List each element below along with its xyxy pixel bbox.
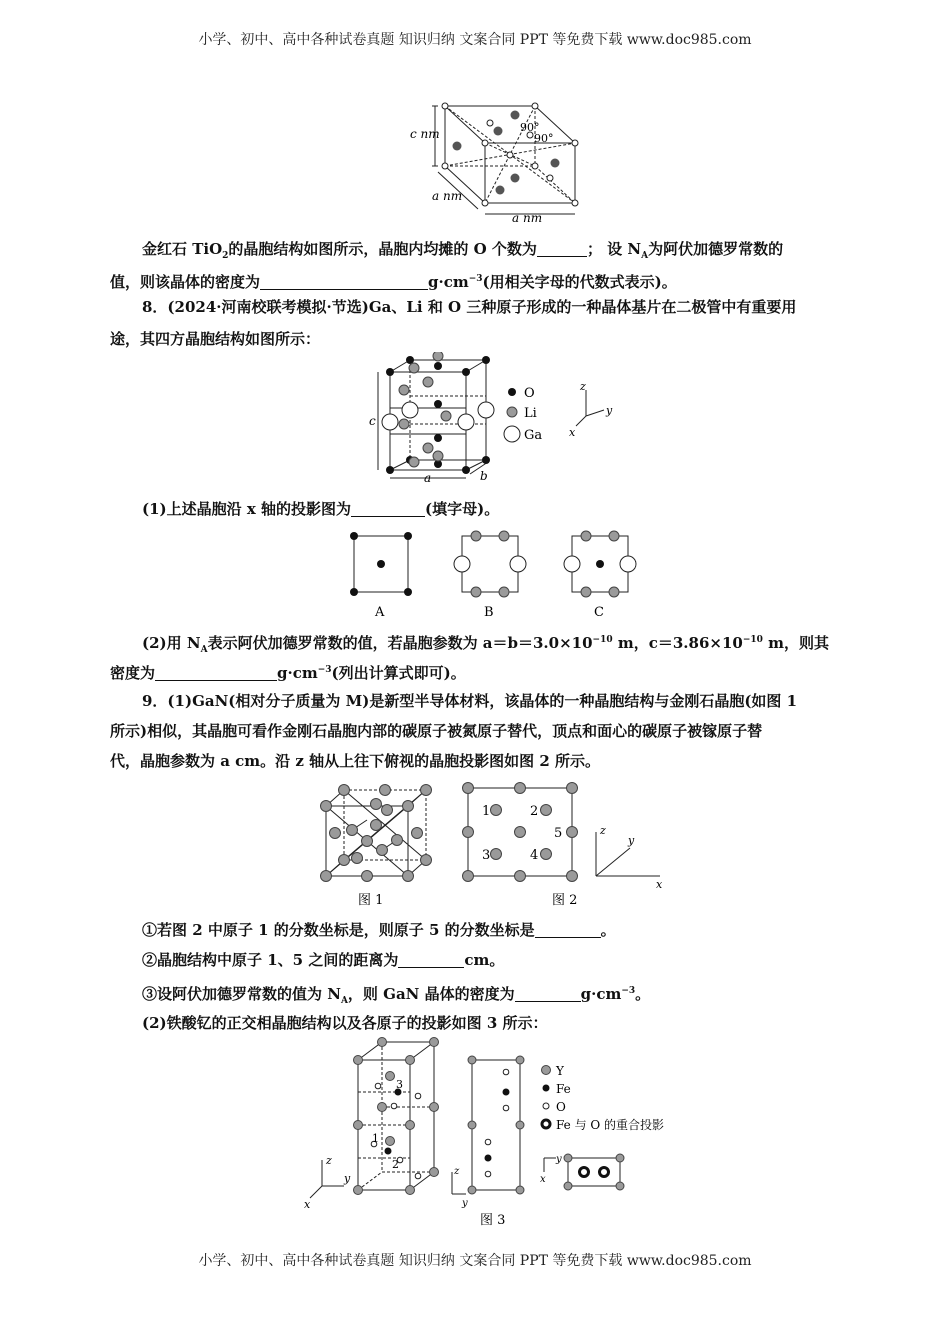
option-b-projection[interactable] xyxy=(454,531,526,597)
q8-axis-y: y xyxy=(606,404,613,417)
q8-stem-line2: 途，其四方晶胞结构如图所示： xyxy=(110,330,321,348)
fig2-axis-y: y xyxy=(628,834,635,847)
fig2-projection xyxy=(463,783,578,882)
fig3-top-axis-y: y xyxy=(556,1154,562,1165)
q9-stem-line2: 所示)相似，其晶胞可看作金刚石晶胞内部的碳原子被氮原子替代，顶点和面心的碳原子被镓原子替 xyxy=(110,722,763,740)
q8-sub2-line2: 密度为 $g\cdot cm^{-3}$(列出计算式即可)。 xyxy=(110,664,466,682)
fig2-atom-4-label: 4 xyxy=(530,848,539,863)
option-a-label: A xyxy=(375,605,385,620)
q8-blank-projection[interactable] xyxy=(351,500,425,517)
q9-sub-1: ①若图 2 中原子 1 的分数坐标是，则原子 5 的分数坐标是 。 xyxy=(142,921,616,939)
fig2-atom-2-label: 2 xyxy=(530,804,539,819)
q8-legend-o: O xyxy=(524,386,535,401)
option-a-projection[interactable] xyxy=(350,532,412,596)
q9-part2-stem: (2)铁酸钇的正交相晶胞结构以及各原子的投影如图 3 所示： xyxy=(142,1014,548,1032)
q9-sub-2: ②晶胞结构中原子 1、5 之间的距离为 cm。 xyxy=(142,951,505,969)
fig3-legend-y: Y xyxy=(556,1064,564,1078)
fig3-side-projection xyxy=(468,1056,524,1194)
q9-sub-3: ③设阿伏加德罗常数的值为 $N_A$，则 GaN 晶体的密度为 $g\cdot cm^{-3}$。 xyxy=(142,985,651,1006)
q7-blank-o-count[interactable] xyxy=(537,240,587,257)
fig2-caption: 图 2 xyxy=(552,893,578,908)
q7-blank-density[interactable] xyxy=(260,273,428,290)
q7-paragraph-line2: 值，则该晶体的密度为 $g\cdot cm^{-3}$(用相关字母的代数式表示)。 xyxy=(110,273,677,291)
q8-legend-li: Li xyxy=(524,406,537,421)
q8-blank-density[interactable] xyxy=(155,664,277,681)
q8-axis-z: z xyxy=(580,380,586,393)
fig3-legend-overlap: Fe 与 O 的重合投影 xyxy=(556,1118,665,1132)
option-b-label: B xyxy=(484,605,494,620)
angle-label-2: 90° xyxy=(534,132,554,145)
q8-legend-ga: Ga xyxy=(524,428,543,443)
q8-tetragonal-cell-figure xyxy=(366,352,626,484)
c-nm-label: c nm xyxy=(410,127,440,141)
q9-blank-coordinates[interactable] xyxy=(535,921,601,938)
q9-stem-line1: 9．(1)GaN(相对分子质量为 M)是新型半导体材料，该晶体的一种晶胞结构与金刚石晶胞(如图 1 xyxy=(142,692,798,710)
fig3-top-projection xyxy=(564,1154,624,1190)
page-footer: 小学、初中、高中各种试卷真题 知识归纳 文案合同 PPT 等免费下载 www.doc985.com xyxy=(198,1253,752,1269)
option-c-projection[interactable] xyxy=(564,531,636,597)
fig3-axis-y: y xyxy=(344,1172,351,1185)
fig2-axis-z: z xyxy=(600,824,606,837)
fig3-top-axis-x: x xyxy=(540,1174,546,1185)
q8-sub1: (1)上述晶胞沿 x 轴的投影图为 (填字母)。 xyxy=(142,500,500,518)
fig3-legend-o: O xyxy=(556,1100,566,1114)
fig3-axis-z: z xyxy=(326,1154,332,1167)
q9-figures-1-2 xyxy=(312,780,672,910)
q9-blank-density[interactable] xyxy=(515,985,581,1002)
fig3-caption: 图 3 xyxy=(480,1213,506,1228)
option-c-label: C xyxy=(594,605,604,620)
q8-stem-line1: 8．(2024·河南校联考模拟·节选)Ga、Li 和 O 三种原子形成的一种晶体基片在二极管中有重要用 xyxy=(142,298,797,316)
q8-a-label: a xyxy=(424,471,432,484)
q9-stem-line3: 代，晶胞参数为 a cm。沿 z 轴从上往下俯视的晶胞投影图如图 2 所示。 xyxy=(110,752,601,770)
fig2-atom-3-label: 3 xyxy=(482,848,491,863)
fig3-side-axis-z: z xyxy=(454,1166,460,1177)
a-nm-label-bottom: a nm xyxy=(512,211,543,225)
fig2-atom-5-label: 5 xyxy=(554,826,563,841)
fig3-side-axis-y: y xyxy=(462,1198,468,1209)
fig2-axis-x: x xyxy=(656,878,663,891)
tio2-unit-cell-figure xyxy=(410,98,590,226)
fig3-atom-2-label: 2 xyxy=(392,1158,399,1171)
fig1-caption: 图 1 xyxy=(358,893,384,908)
a-nm-label-left: a nm xyxy=(432,189,463,203)
q8-axis-x: x xyxy=(569,426,576,439)
q8-projection-options xyxy=(340,526,640,620)
fig3-legend-fe: Fe xyxy=(556,1082,571,1096)
q8-c-label: c xyxy=(369,414,376,428)
fig3-atom-1-label: 1 xyxy=(372,1132,379,1145)
q7-paragraph: 金红石 TiO$_2$的晶胞结构如图所示，晶胞内均摊的 O 个数为 ； 设 $N_A$为阿伏加德罗常数的 xyxy=(142,240,784,261)
angle-label-1: 90° xyxy=(520,121,540,134)
q8-sub2: (2)用 $N_A$表示阿伏加德罗常数的值，若晶胞参数为 $a=b=3.0\times 10^{-10}$ m，$c=3.86\times 10^{-10}$ m，则其 xyxy=(142,634,830,655)
q9-figure-3 xyxy=(300,1036,700,1232)
fig2-atom-1-label: 1 xyxy=(482,804,491,819)
q9-blank-distance[interactable] xyxy=(398,951,464,968)
q8-b-label: b xyxy=(480,469,488,483)
page-header: 小学、初中、高中各种试卷真题 知识归纳 文案合同 PPT 等免费下载 www.doc985.com xyxy=(198,32,752,48)
fig3-atom-3-label: 3 xyxy=(396,1078,403,1091)
fig3-axis-x: x xyxy=(304,1198,311,1211)
